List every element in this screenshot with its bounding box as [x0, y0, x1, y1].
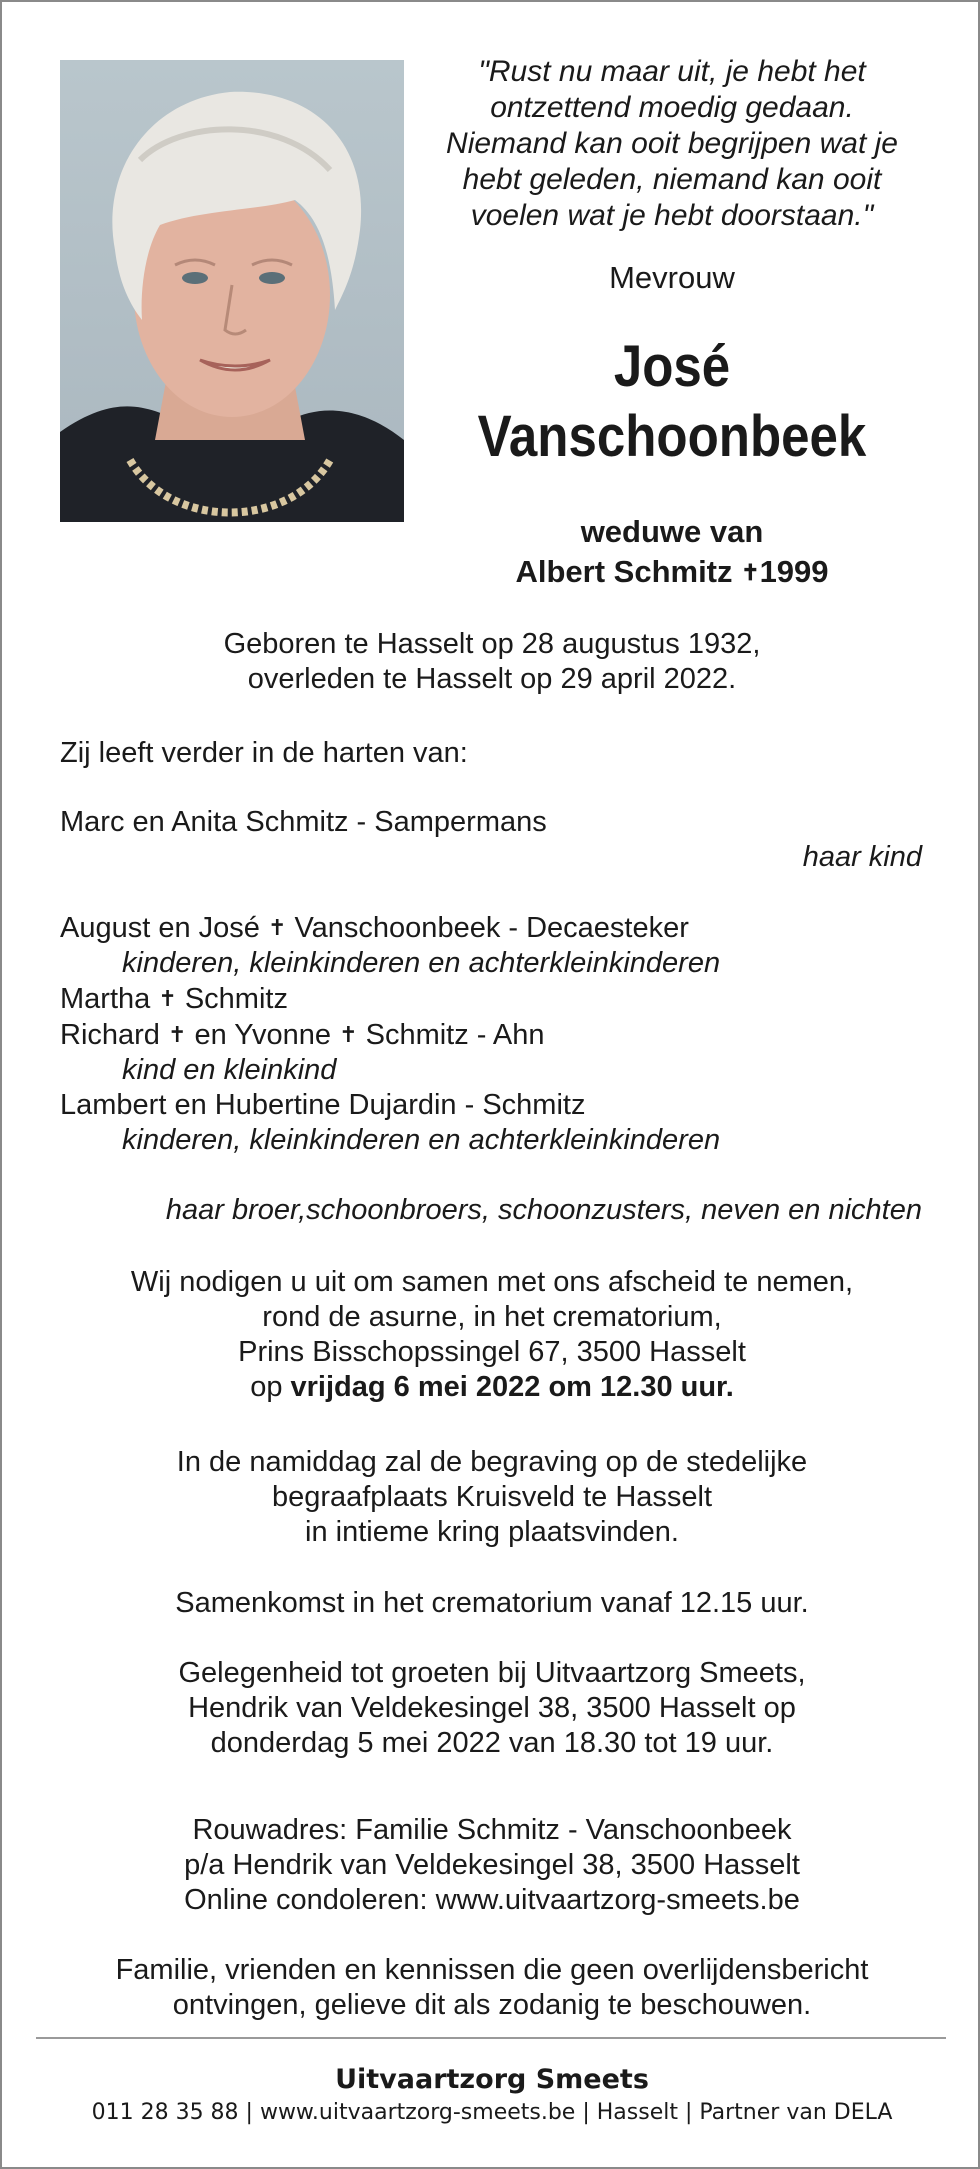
died-line: overleden te Hasselt op 29 april 2022.	[247, 663, 737, 695]
cross-icon: ✝	[339, 1022, 358, 1047]
born-line: Geboren te Hasselt op 28 augustus 1932,	[223, 628, 761, 660]
family-relation: kinderen, kleinkinderen en achterkleinkinderen	[122, 1124, 721, 1156]
quote	[412, 54, 932, 234]
family-list	[60, 910, 940, 1158]
funeral-company-name: Uitvaartzorg Smeets	[335, 2064, 649, 2095]
notice: Familie, vrienden en kennissen die geen overlijdensbericht ontvingen, gelieve dit als zodanig te beschouwen.	[115, 1954, 869, 2021]
burial-info: In de namiddag zal de begraving op de stedelijke begraafplaats Kruisveld te Hasselt in intieme kring plaatsvinden.	[176, 1446, 808, 1548]
child-role: haar kind	[802, 841, 922, 873]
footer-divider	[36, 2037, 946, 2039]
cross-icon: ✝	[267, 915, 287, 940]
quote-line: voelen wat je hebt doorstaan."	[470, 199, 874, 232]
spouse-name: Albert Schmitz	[515, 554, 742, 589]
family-line: August en José ✝ Vanschoonbeek - Decaesteker	[60, 912, 689, 944]
condolence-address: Rouwadres: Familie Schmitz - Vanschoonbeek p/a Hendrik van Veldekesingel 38, 3500 Hasselt Online condoleren: www.uitvaartzorg-smeets.be	[184, 1814, 800, 1916]
gathering-info: Samenkomst in het crematorium vanaf 12.15 uur.	[175, 1587, 809, 1619]
honorific: Mevrouw	[609, 260, 735, 295]
funeral-company-info: 011 28 35 88 | www.uitvaartzorg-smeets.be | Hasselt | Partner van DELA	[91, 2100, 893, 2125]
family-relation: kinderen, kleinkinderen en achterkleinkinderen	[122, 947, 721, 979]
greeting-info: Gelegenheid tot groeten bij Uitvaartzorg Smeets, Hendrik van Veldekesingel 38, 3500 Hasselt op donderdag 5 mei 2022 van 18.30 tot 19 uur.	[178, 1657, 806, 1759]
deceased-name	[443, 332, 901, 472]
quote-line: "Rust nu maar uit, je hebt het	[478, 55, 866, 88]
birth-death-info	[2, 627, 980, 697]
family-line: Lambert en Hubertine Dujardin - Schmitz	[60, 1089, 586, 1121]
quote-line: ontzettend moedig gedaan.	[490, 91, 854, 124]
invitation: Wij nodigen u uit om samen met ons afscheid te nemen, rond de asurne, in het crematorium, Prins Bisschopssingel 67, 3500 Hasselt op vrijdag 6 mei 2022 om 12.30 uur.	[2, 1265, 980, 1405]
siblings-line: haar broer,schoonbroers, schoonzusters, neven en nichten	[165, 1194, 922, 1226]
lives-on-heading: Zij leeft verder in de harten van:	[60, 737, 468, 769]
spouse-line	[412, 552, 932, 593]
family-relation: kind en kleinkind	[122, 1054, 337, 1086]
last-name: Vanschoonbeek	[477, 404, 867, 469]
portrait-photo	[60, 60, 404, 522]
quote-line: Niemand kan ooit begrijpen wat je	[446, 127, 898, 160]
widow-of	[412, 512, 932, 593]
widow-label: weduwe van	[580, 514, 764, 549]
cross-icon: ✝	[741, 560, 760, 585]
family-line: Richard ✝ en Yvonne ✝ Schmitz - Ahn	[60, 1019, 545, 1051]
family-line: Martha ✝ Schmitz	[60, 983, 288, 1015]
quote-line: hebt geleden, niemand kan ooit	[462, 163, 882, 196]
first-name: José	[613, 334, 731, 399]
spouse-death-year: 1999	[759, 554, 829, 589]
cross-icon: ✝	[168, 1022, 187, 1047]
cross-icon: ✝	[158, 986, 177, 1011]
ceremony-datetime: op vrijdag 6 mei 2022 om 12.30 uur.	[250, 1371, 734, 1403]
child-name: Marc en Anita Schmitz - Sampermans	[60, 806, 547, 838]
